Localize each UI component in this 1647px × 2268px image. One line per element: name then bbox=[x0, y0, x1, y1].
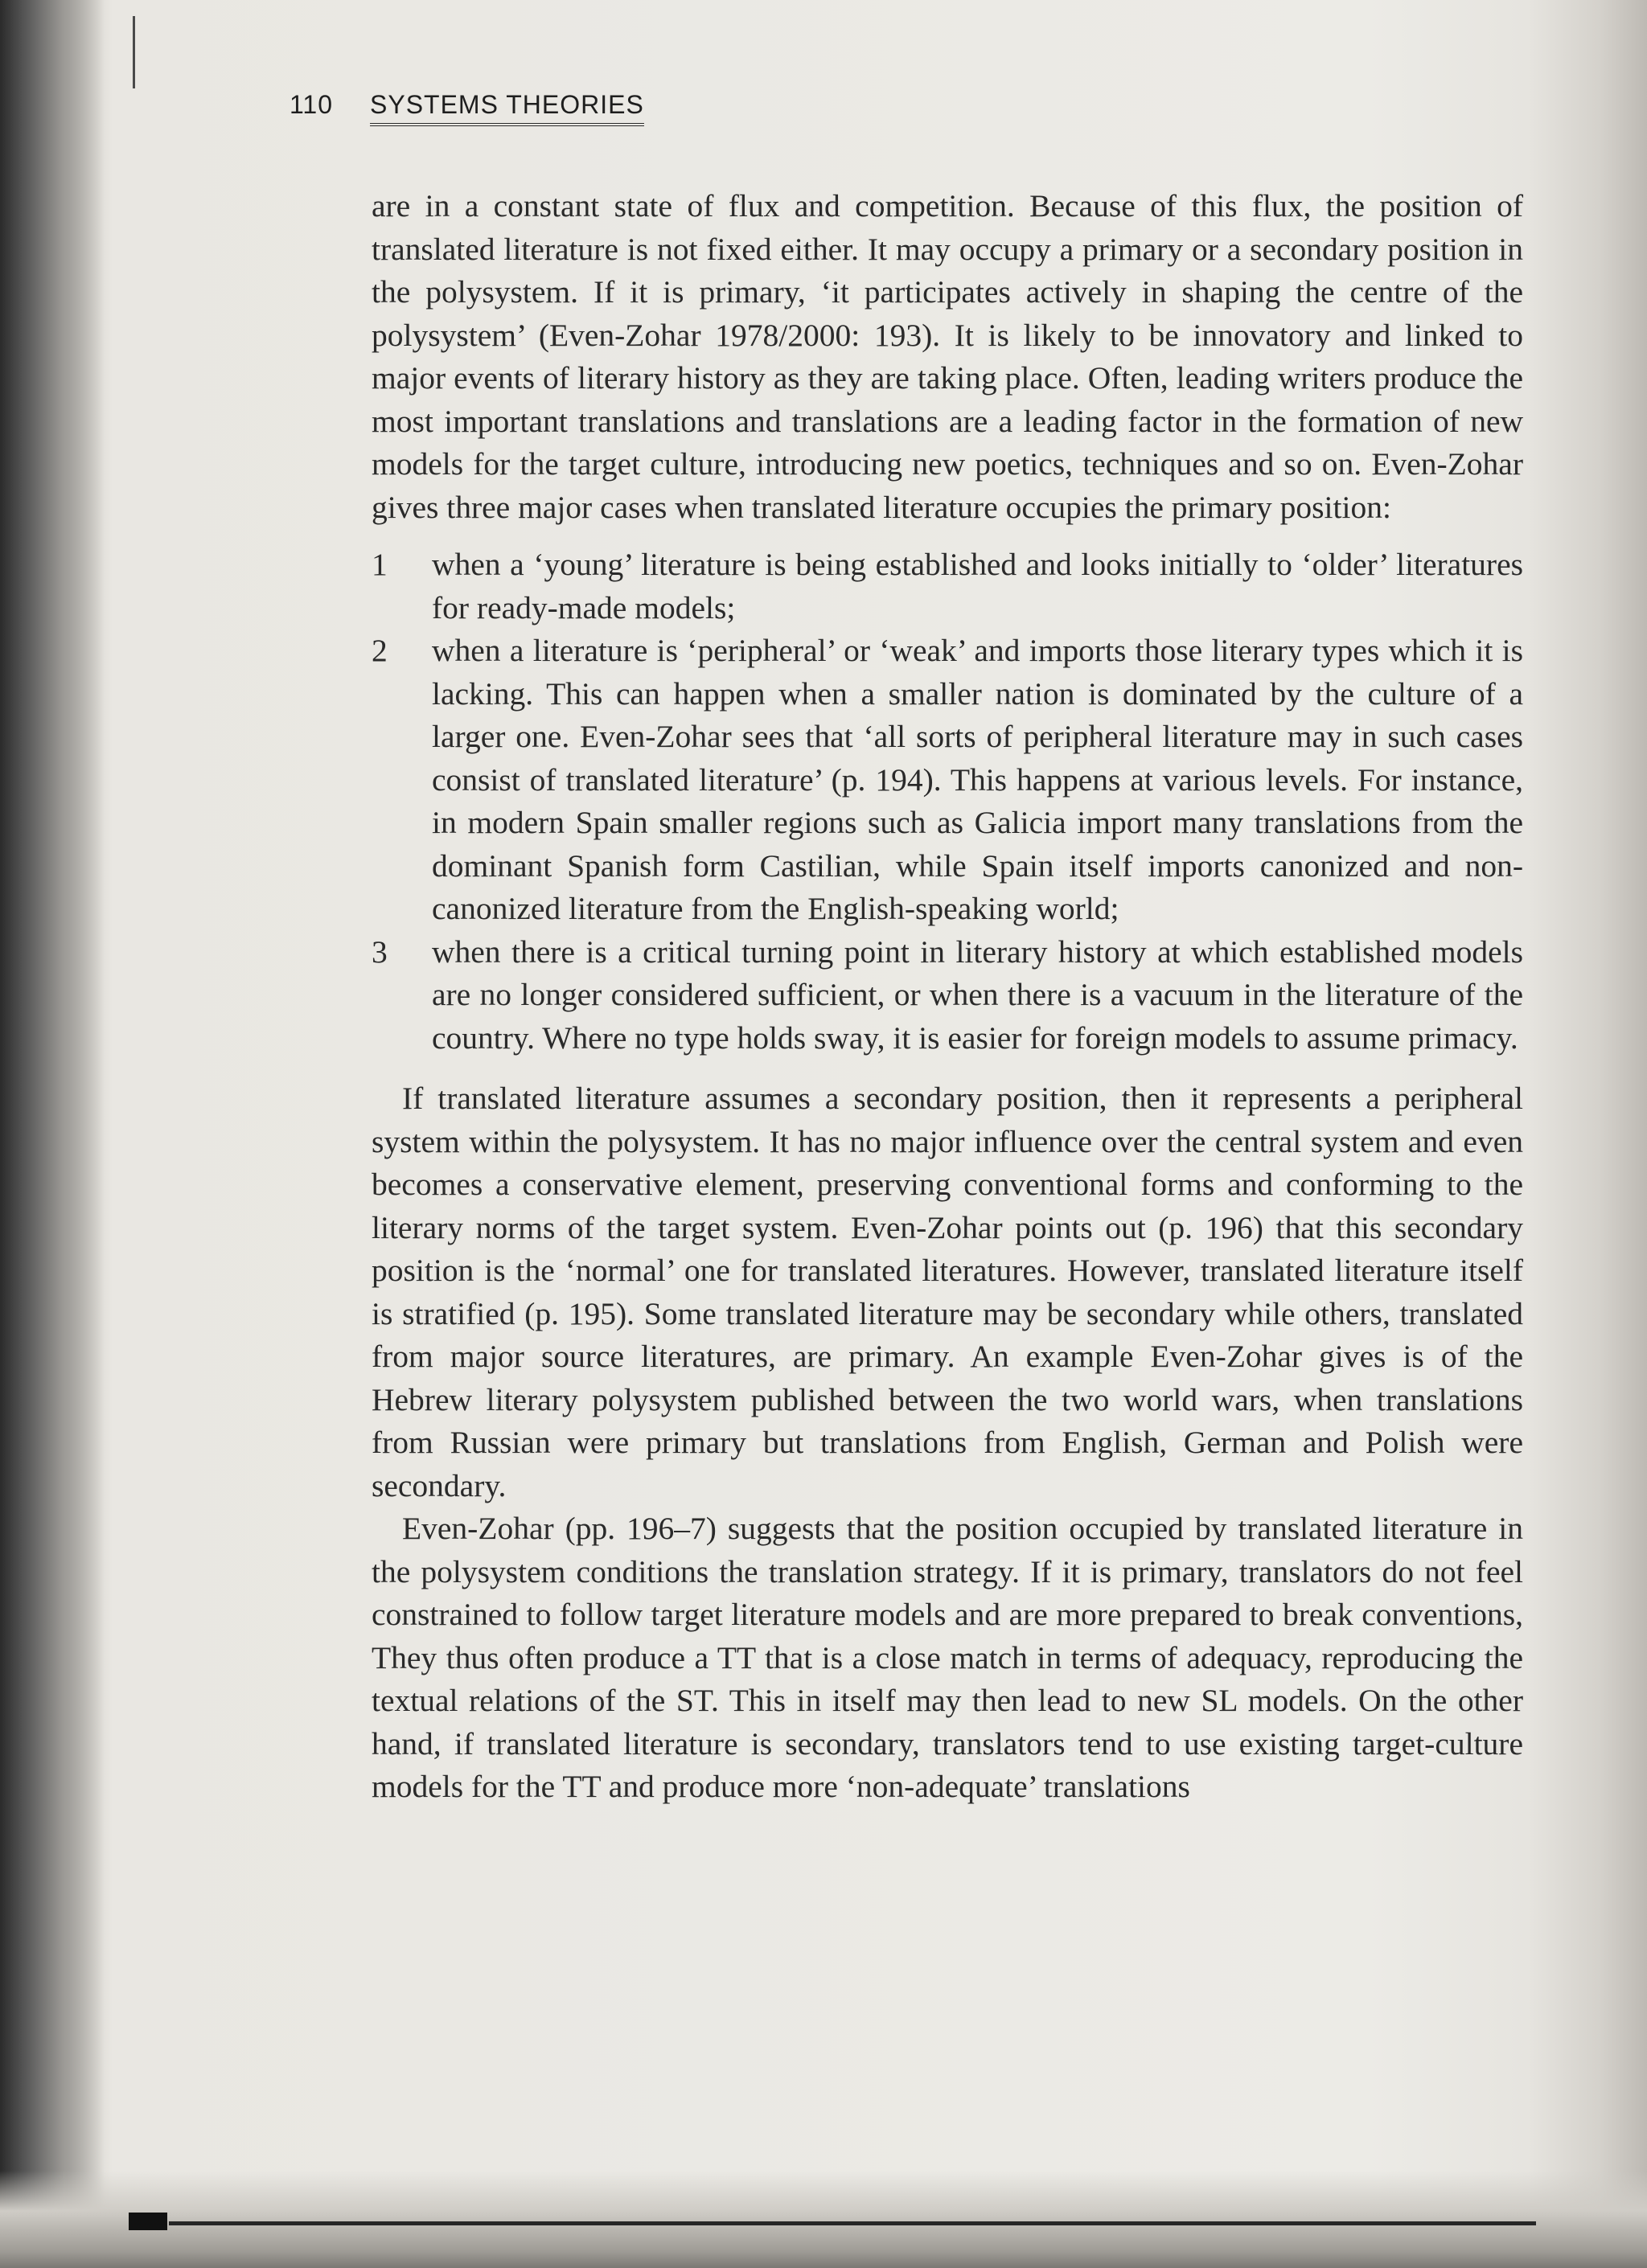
binding-shadow bbox=[0, 0, 105, 2268]
gutter-mark bbox=[133, 16, 135, 88]
intro-paragraph: are in a constant state of flux and competition. Because of this flux, the position of translated literature is not fixed either. It may occupy a primary or a secondary position in the polysystem. If it is primary, ‘it participates actively in shaping the centre of the polysystem’ (Even-Zohar 1978/2000: 193). It is likely to be innovatory and linked to major events of literary history as they are taking place. Often, leading writers produce the most important translations and translations are a leading factor in the formation of new models for the target culture, introducing new poetics, techniques and so on. Even-Zohar gives three major cases when translated literature occupies the primary position: bbox=[372, 188, 1523, 525]
page-bottom-shadow bbox=[0, 2171, 1647, 2268]
list-item-number: 3 bbox=[372, 933, 388, 970]
list-item bbox=[372, 630, 1523, 931]
list-item bbox=[372, 931, 1523, 1060]
scan-edge-rule bbox=[169, 2221, 1536, 2225]
primary-position-cases-list bbox=[372, 543, 1523, 1060]
running-head bbox=[290, 90, 644, 126]
list-item-text: when a ‘young’ literature is being established and looks initially to ‘older’ literatures for ready-made models; bbox=[432, 547, 1523, 625]
body-text bbox=[372, 185, 1523, 1809]
list-item bbox=[372, 543, 1523, 630]
list-item-text: when a literature is ‘peripheral’ or ‘weak’ and imports those literary types which it is lacking. This can happen when a smaller nation is dominated by the culture of a larger one. Even-Zohar sees that ‘all sorts of peripheral literature may in such cases consist of translated literature’ (p. 194). This happens at various levels. For instance, in modern Spain smaller regions such as Galicia import many translations from the dominant Spanish form Castilian, while Spain itself imports canonized and non-canonized literature from the English-speaking world; bbox=[432, 633, 1523, 926]
section-title: SYSTEMS THEORIES bbox=[370, 90, 644, 126]
list-item-number: 2 bbox=[372, 633, 388, 668]
secondary-position-paragraph: If translated literature assumes a secondary position, then it represents a peripheral system within the polysystem. It has no major influence over the central system and even becomes a conservative element, preserving conventional forms and conforming to the literary norms of the target system. Even-Zohar points out (p. 196) that this secondary position is the ‘normal’ one for translated literatures. However, translated literature itself is stratified (p. 195). Some translated literature may be secondary while others, translated from major source literatures, are primary. An example Even-Zohar gives is of the Hebrew literary polysystem published between the two world wars, when translations from Russian were primary but translations from English, German and Polish were secondary. bbox=[372, 1081, 1523, 1503]
list-item-number: 1 bbox=[372, 547, 388, 582]
page-number: 110 bbox=[290, 90, 334, 119]
scan-edge-block bbox=[129, 2213, 167, 2230]
translation-strategy-paragraph: Even-Zohar (pp. 196–7) suggests that the position occupied by translated literature in the polysystem conditions the translation strategy. If it is primary, translators do not feel constrained to follow target literature models and are more prepared to break conventions, They thus often produce a TT that is a close match in terms of adequacy, reproducing the textual relations of the ST. This in itself may then lead to new SL models. On the other hand, if translated literature is secondary, translators tend to use existing target-culture models for the TT and produce more ‘non-adequate’ translations bbox=[372, 1511, 1523, 1804]
list-item-text: when there is a critical turning point in literary history at which established models are no longer considered sufficient, or when there is a vacuum in the literature of the country. Where no type holds sway, it is easier for foreign models to assume primacy. bbox=[432, 933, 1523, 1056]
